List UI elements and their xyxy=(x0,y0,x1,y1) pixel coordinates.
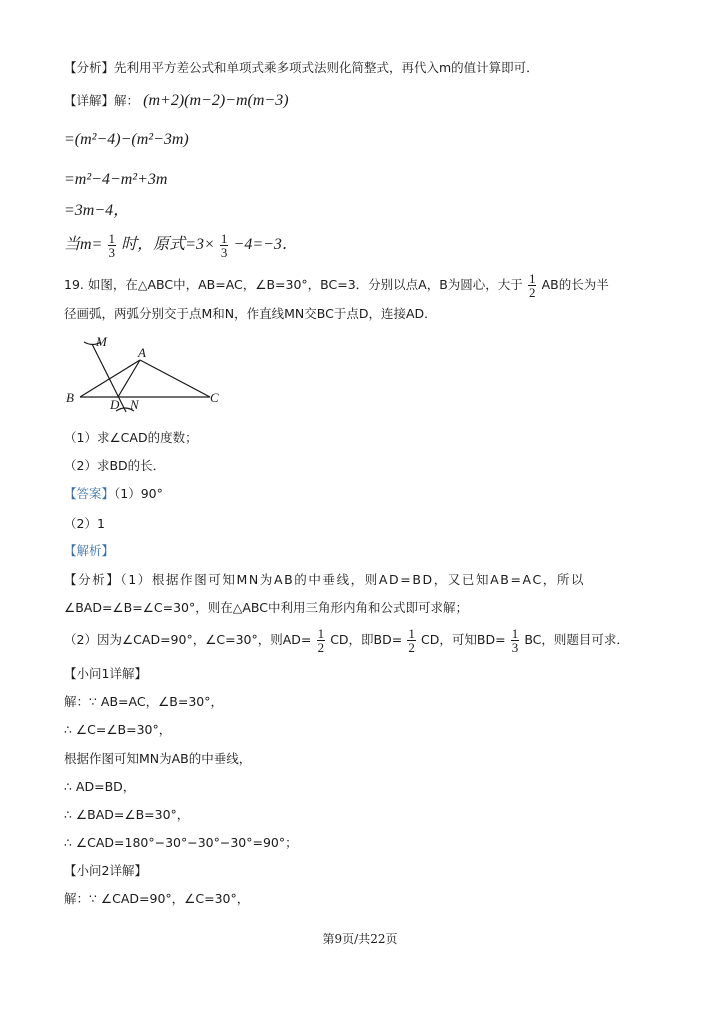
label-n: N xyxy=(130,397,139,412)
substitution-text-b: 时，原式=3× xyxy=(121,236,215,253)
sub-question-1-heading: 【小问1详解】 xyxy=(64,666,147,681)
analysis-text-d: BC，则题目可求． xyxy=(524,632,629,647)
analysis-paragraph-line-2: ∠BAD=∠B=∠C=30°，则在△ABC中利用三角形内角和公式即可求解； xyxy=(64,600,468,615)
analysis-paragraph-line-1: 【分析】（1）根据作图可知MN为AB的中垂线，则AD=BD，又已知AB=AC，所以 xyxy=(64,572,586,587)
segment-ac xyxy=(140,360,210,397)
detail-line xyxy=(64,91,289,112)
solution-step-1: 解：∵ AB=AC，∠B=30°， xyxy=(64,694,223,709)
fraction: $\frac{1}{2}$ xyxy=(408,626,415,655)
solution-step-5: ∴ ∠BAD=∠B=30°， xyxy=(64,807,190,822)
question-text-b: AB的长为半 xyxy=(541,277,609,292)
sub-question-1: （1）求∠CAD的度数； xyxy=(64,430,198,445)
page-footer: 第9页/共22页 xyxy=(322,932,398,946)
label-b: B xyxy=(66,390,74,405)
analysis-text-b: CD，即BD= xyxy=(330,632,403,647)
step-line-3: =3m−4， xyxy=(64,202,130,219)
label-a: A xyxy=(138,345,146,360)
detail-expression: (m+2)(m−2)−m(m−3) xyxy=(143,92,289,109)
sub-question-2: （2）求BD的长． xyxy=(64,458,166,473)
answer-1: （1）90° xyxy=(114,486,163,501)
answer-tag: 【答案】 xyxy=(64,486,115,501)
solution-tag: 【解析】 xyxy=(64,543,115,558)
substitution-line xyxy=(64,230,298,261)
label-c: C xyxy=(210,390,219,405)
solution-step-7: 解：∵ ∠CAD=90°，∠C=30°， xyxy=(64,891,250,906)
label-m: M xyxy=(96,334,107,349)
solution-step-4: ∴ AD=BD， xyxy=(64,779,136,794)
line-mn xyxy=(92,344,126,412)
sub-question-2-heading: 【小问2详解】 xyxy=(64,863,147,878)
analysis-text-c: CD，可知BD= xyxy=(421,632,506,647)
detail-tag: 【详解】解： xyxy=(64,93,140,108)
step-line-2: =m²−4−m²+3m xyxy=(64,171,168,188)
analysis-line: 【分析】先利用平方差公式和单项式乘多项式法则化简整式，再代入m的值计算即可． xyxy=(64,60,539,75)
label-d: D xyxy=(110,397,120,412)
fraction: $\frac{1}{3}$ xyxy=(511,626,519,655)
analysis-text-a: （2）因为∠CAD=90°，∠C=30°，则AD= xyxy=(64,632,312,647)
fraction: $\frac{1}{3}$ xyxy=(108,231,115,260)
solution-step-3: 根据作图可知MN为AB的中垂线， xyxy=(64,751,252,766)
question-19-line-2: 径画弧，两弧分别交于点M和N，作直线MN交BC于点D，连接AD． xyxy=(64,306,437,321)
step-line-1: =(m²−4)−(m²−3m) xyxy=(64,131,189,148)
substitution-text-c: −4=−3． xyxy=(233,236,298,253)
fraction: $\frac{1}{2}$ xyxy=(317,626,325,655)
triangle-figure xyxy=(60,334,230,420)
substitution-text-a: 当m= xyxy=(64,236,103,253)
solution-step-6: ∴ ∠CAD=180°−30°−30°−30°=90°； xyxy=(64,835,298,850)
answer-2: （2）1 xyxy=(64,516,105,531)
solution-step-2: ∴ ∠C=∠B=30°， xyxy=(64,722,172,737)
segment-ad xyxy=(118,360,140,397)
fraction: $\frac{1}{2}$ xyxy=(528,271,536,300)
analysis-paragraph-line-3 xyxy=(64,625,629,656)
question-19-line-1 xyxy=(64,270,609,301)
segment-ab xyxy=(80,360,140,397)
fraction: $\frac{1}{3}$ xyxy=(220,231,228,260)
answer-line-1 xyxy=(64,484,163,505)
question-text-a: 19. 如图，在△ABC中，AB=AC，∠B=30°，BC=3．分别以点A，B为圆心，大于 xyxy=(64,277,523,292)
